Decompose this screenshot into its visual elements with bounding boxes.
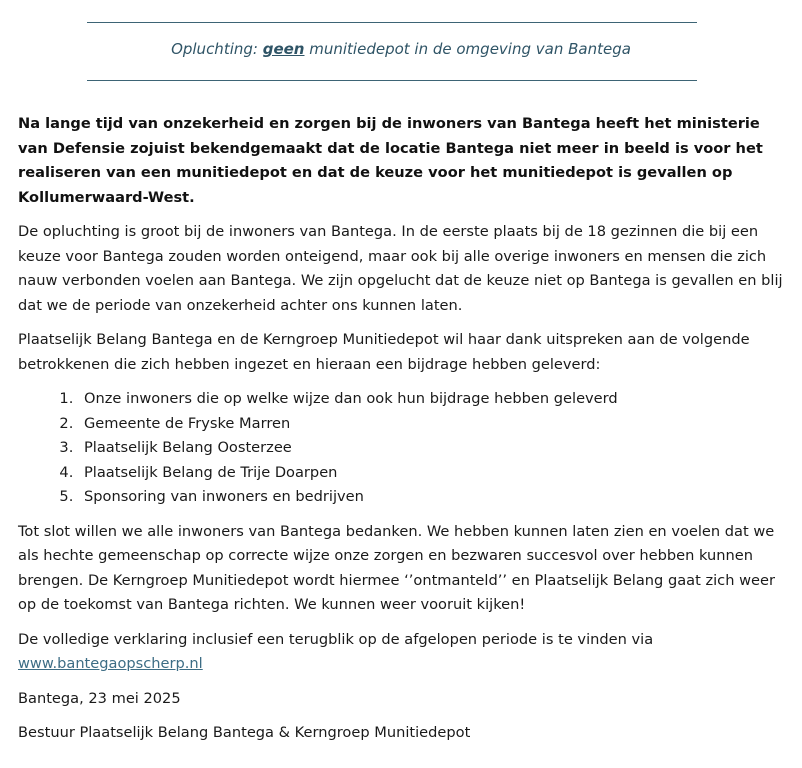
top-divider (87, 22, 697, 23)
website-link[interactable]: www.bantegaopscherp.nl (18, 655, 203, 672)
closing-paragraph: Tot slot willen we alle inwoners van Bantega bedanken. We hebben kunnen laten zien en voelen dat we als hechte gemeenschap op correcte wijze onze zorgen en bezwaren succesvol over hebben kunnen brengen. De Kerngroep Munitiedepot wordt hiermee ‘’ontmanteld’’ en Plaatselijk Belang gaat zich weer op de toekomst van Bantega richten. We kunnen weer vooruit kijken! (18, 522, 775, 613)
title-emphasis: geen (262, 40, 305, 58)
list-item: 3. Plaatselijk Belang Oosterzee (78, 436, 788, 461)
page-title (0, 40, 802, 58)
list-item: 5. Sponsoring van inwoners en bedrijven (78, 485, 788, 510)
document-body (18, 112, 788, 756)
link-intro-text: De volledige verklaring inclusief een terugblik op de afgelopen periode is te vinden via (18, 630, 654, 648)
list-item: 1. Onze inwoners die op welke wijze dan ook hun bijdrage hebben geleverd (78, 387, 788, 412)
title-suffix: munitiedepot in de omgeving van Bantega (304, 40, 631, 58)
lead-paragraph: Na lange tijd van onzekerheid en zorgen bij de inwoners van Bantega heeft het ministerie van Defensie zojuist bekendgemaakt dat de locatie Bantega niet meer in beeld is voor het realiseren van een munitiedepot en dat de keuze voor het munitiedepot is gevallen op Kollumerwaard-West. (18, 115, 763, 206)
thanks-intro-paragraph: Plaatselijk Belang Bantega en de Kerngroep Munitiedepot wil haar dank uitspreken aan de volgende betrokkenen die zich hebben ingezet en hieraan een bijdrage hebben geleverd: (18, 331, 750, 373)
signature: Bestuur Plaatselijk Belang Bantega & Kerngroep Munitiedepot (18, 724, 471, 741)
thanks-list (18, 387, 788, 510)
list-item: 2. Gemeente de Fryske Marren (78, 412, 788, 437)
place-date: Bantega, 23 mei 2025 (18, 689, 181, 707)
title-prefix: Opluchting: (171, 40, 263, 58)
bottom-divider (87, 80, 697, 81)
relief-paragraph: De opluchting is groot bij de inwoners van Bantega. In de eerste plaats bij de 18 gezinnen die bij een keuze voor Bantega zouden worden onteigend, maar ook bij alle overige inwoners en mensen die zich nauw verbonden voelen aan Bantega. We zijn opgelucht dat de keuze niet op Bantega is gevallen en blij dat we de periode van onzekerheid achter ons kunnen laten. (18, 223, 783, 314)
list-item: 4. Plaatselijk Belang de Trije Doarpen (78, 461, 788, 486)
link-paragraph (18, 628, 788, 677)
